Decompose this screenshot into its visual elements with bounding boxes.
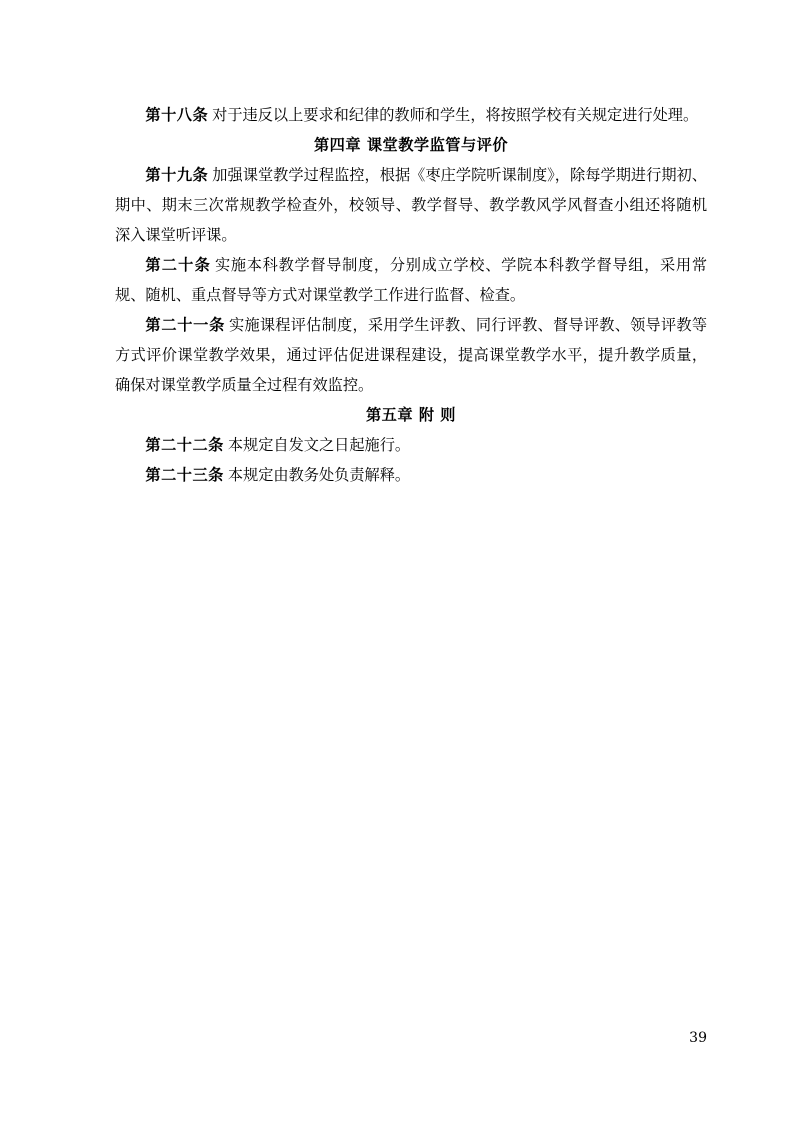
article-label: 第二十二条 [145,436,224,454]
page-number: 39 [689,1030,707,1046]
article-paragraph [115,250,707,310]
article-paragraph [115,460,707,490]
article-text: 本规定由教务处负责解释。 [227,466,411,484]
article-text: 实施课程评估制度，采用学生评教、同行评教、督导评教、领导评教等方式评价课堂教学效果，通过评估促进课程建设，提高课堂教学水平，提升教学质量，确保对课堂教学质量全过程有效监控。 [115,316,708,394]
article-paragraph [115,430,707,460]
article-label: 第二十条 [145,256,211,274]
article-text: 加强课堂教学过程监控，根据《枣庄学院听课制度》，除每学期进行期初、期中、期末三次常规教学检查外，校领导、教学督导、教学教风学风督查小组还将随机深入课堂听评课。 [115,166,707,244]
article-label: 第二十一条 [145,316,226,334]
article-text: 实施本科教学督导制度，分别成立学校、学院本科教学督导组，采用常规、随机、重点督导等方式对课堂教学工作进行监督、检查。 [115,256,708,304]
article-label: 第二十三条 [145,466,224,484]
article-paragraph [115,160,707,250]
article-paragraph [115,100,707,130]
article-paragraph [115,310,707,400]
chapter-heading: 第五章 附 则 [365,406,456,424]
document-body [115,100,707,490]
article-text: 本规定自发文之日起施行。 [227,436,411,454]
chapter-heading: 第四章 课堂教学监管与评价 [313,136,509,154]
article-label: 第十九条 [145,166,209,184]
article-label: 第十八条 [145,106,209,124]
article-text: 对于违反以上要求和纪律的教师和学生，将按照学校有关规定进行处理。 [212,106,699,124]
